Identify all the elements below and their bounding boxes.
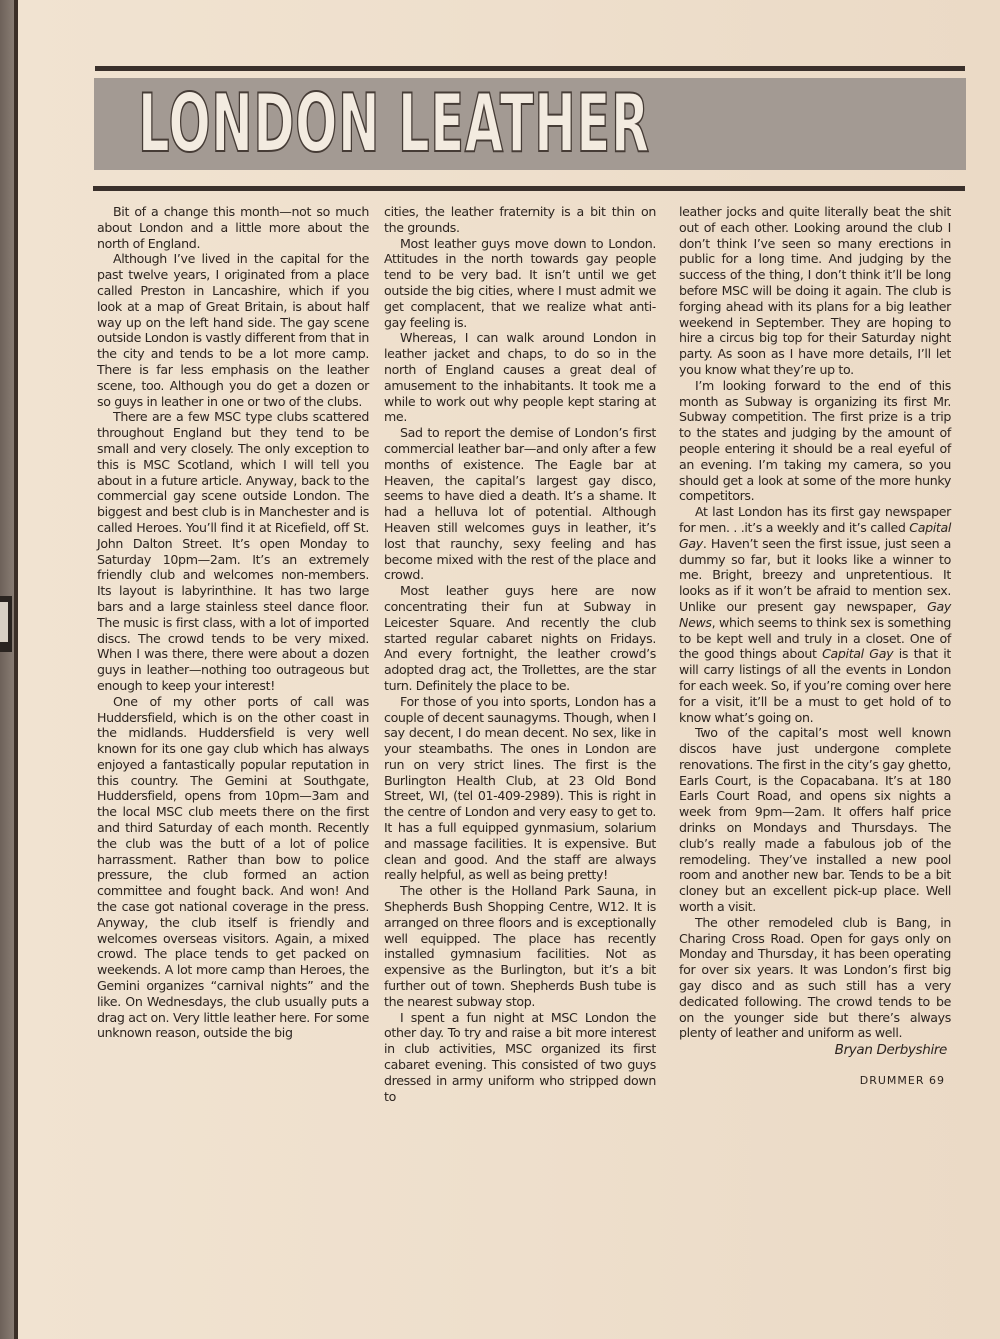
paragraph: cities, the leather fraternity is a bit thin on the grounds. [384,204,656,235]
paragraph: Two of the capital’s most well known discos have just undergone complete renovations. The first in the city’s gay ghetto, Earls Court, is the Copacabana. It’s at 180 Earls Court Road, and opens six nights a week from 9pm—2am. It offers half price drinks on Mondays and Thursdays. The club’s really made a fabulous job of the remodeling. They’ve installed a new pool room and another new bar. Tends to be a bit cloney but an excellent pick-up place. Well worth a visit. [679,725,951,915]
paragraph: Whereas, I can walk around London in leather jacket and chaps, to do so in the north of England causes a great deal of amusement to the inhabitants. It took me a while to work out why people kept staring at me. [384,330,656,425]
text-run: . Haven’t seen the first issue, just seen a dummy so far, but it looks like a winner to me. Bright, breezy and unpretentious. It looks as if it won’t be afraid to mention sex. Unlike our present gay newspaper, [679,535,951,614]
article-title: LONDON LEATHER [138,77,650,170]
paragraph: One of my other ports of call was Huddersfield, which is on the other coast in the midlands. Huddersfield is very well known for its one gay club which has always enjoyed a fantastically popular reputation in this country. The Gemini at Southgate, Huddersfield, opens from 10pm—3am and the local MSC club meets there on the first and third Saturday of each month. Recently the club was the butt of a lot of police harrassment. Rather than bow to police pressure, the club formed an action committee and fought back. And won! And the case got national coverage in the press. Anyway, the club itself is friendly and welcomes overseas visitors. Again, a mixed crowd. The place tends to get packed on weekends. A lot more camp than Heroes, the Gemini organizes “carnival nights” and the like. On Wednesdays, the club usually puts a drag act on. Very little leather here. For some unknown reason, outside the big [97,693,369,1041]
paragraph: The other is the Holland Park Sauna, in Shepherds Bush Shopping Centre, W12. It is arranged on three floors and is exceptionally well equipped. The place has recently installed gymnasium facilities. Not as expensive as the Burlington, but it’s a bit further out of town. Shepherds Bush tube is the nearest subway stop. [384,883,656,1009]
top-rule [95,66,965,71]
author-byline: Bryan Derbyshire [834,1042,947,1059]
paragraph: For those of you into sports, London has a couple of decent saunagyms. Though, when I say decent, I do mean decent. No sex, like in your steambaths. The ones in London are run on very strict lines. The first is the Burlington Health Club, at 23 Old Bond Street, WI, (tel 01-409-2989). This is right in the centre of London and very easy to get to. It has a full equipped gynmasium, solarium and massage facilities. It is expensive. But clean and good. And the staff are always really helpful, as well as being pretty! [384,693,656,883]
paragraph: The other remodeled club is Bang, in Charing Cross Road. Open for gays only on Monday and Thursday, it has been operating for over six years. It was London’s first big gay disco and as such still has a very dedicated following. The crowd tends to be on the younger side but there’s always plenty of leather and uniform as well. [679,914,951,1041]
text-run: is that it will carry listings of all the events in London for each week. So, if you’re coming over here for a visit, it’ll be a must to get hold of to know what’s going on. [679,646,952,725]
column-2 [384,204,656,1104]
paragraph: Most leather guys here are now concentrating their fun at Subway in Leicester Square. And recently the club started regular cabaret nights on Fridays. And every fortnight, the leather crowd’s adopted drag act, the Trollettes, are the star turn. Definitely the place to be. [384,583,656,693]
publication-name: Gay News [679,598,951,630]
text-run: , which seems to think sex is something to be kept well and truly in a closet. One of the good things about [679,614,951,662]
text-run: At last London has its first gay newspaper for men. . .it’s a weekly and it’s called [679,504,951,535]
paragraph-capital-gay [679,504,951,725]
paragraph: There are a few MSC type clubs scattered throughout England but they tend to be small and very closely. The only exception to this is MSC Scotland, which I will tell you about in a future article. Anyway, back to the commercial gay scene outside London. The biggest and best club is in Manchester and is called Heroes. You’ll find it at Ricefield, off St. John Dalton Street. It’s open Monday to Saturday 10pm—2am. It’s an extremely friendly club and welcomes non-members. Its layout is labyrinthine. It has two large bars and a large stainless steel dance floor. The music is first class, with a lot of imported discs. The crowd tends to be very mixed. When I was there, there were about a dozen guys in leather—nothing too outrageous but enough to keep your interest! [97,409,369,693]
paragraph: Most leather guys move down to London. Attitudes in the north towards gay people tend to be very bad. It isn’t until we get outside the big cities, where I must admit we get complacent, that we realize what anti-gay feeling is. [384,235,656,330]
column-3 [679,204,951,1089]
paragraph: Bit of a change this month—not so much about London and a little more about the north of England. [97,204,369,251]
paragraph: leather jocks and quite literally beat the shit out of each other. Looking around the club I don’t think I’ve seen so many erections in public for a long time. And judging by the success of the thing, I don’t think it’ll be long before MSC will be doing it again. The club is forging ahead with its plans for a big leather weekend in September. They are hoping to hire a circus big top for their Saturday night party. As soon as I have more details, I’ll let you know what they’re up to. [679,204,951,377]
paragraph: I’m looking forward to the end of this month as Subway is organizing its first Mr. Subway competition. The first prize is a trip to the states and judging by the amount of people entering it should be a real eyeful of an evening. I’m taking my camera, so you should get a look at some of the more hunky competitors. [679,377,951,504]
column-1 [97,204,369,1041]
publication-name: Capital Gay [822,646,894,662]
paragraph: I spent a fun night at MSC London the other day. To try and raise a bit more interest in club activities, MSC organized its first cabaret evening. This consisted of two guys dressed in army uniform who stripped down to [384,1009,656,1104]
bottom-rule [93,186,965,191]
adjacent-page-letter-fragment [0,596,12,652]
title-banner [94,78,966,170]
paragraph: Sad to report the demise of London’s first commercial leather bar—and only after a few months of existence. The Eagle bar at Heaven, the capital’s largest gay disco, seems to have died a death. It’s a shame. It had a helluva lot of potential. Although Heaven still welcomes guys in leather, it’s lost that raunchy, sexy feeling and has become mixed with the rest of the place and crowd. [384,425,656,583]
paragraph: Although I’ve lived in the capital for the past twelve years, I originated from a place called Preston in Lancashire, which if you look at a map of Great Britain, is about half way up on the left hand side. The gay scene outside London is vastly different from that in the city and tends to be a lot more camp. There is far less emphasis on the leather scene, too. Although you do get a dozen or so guys in leather in one or two of the clubs. [97,251,369,409]
page-folio: DRUMMER 69 [859,1074,945,1088]
publication-name: Capital Gay [679,519,951,551]
